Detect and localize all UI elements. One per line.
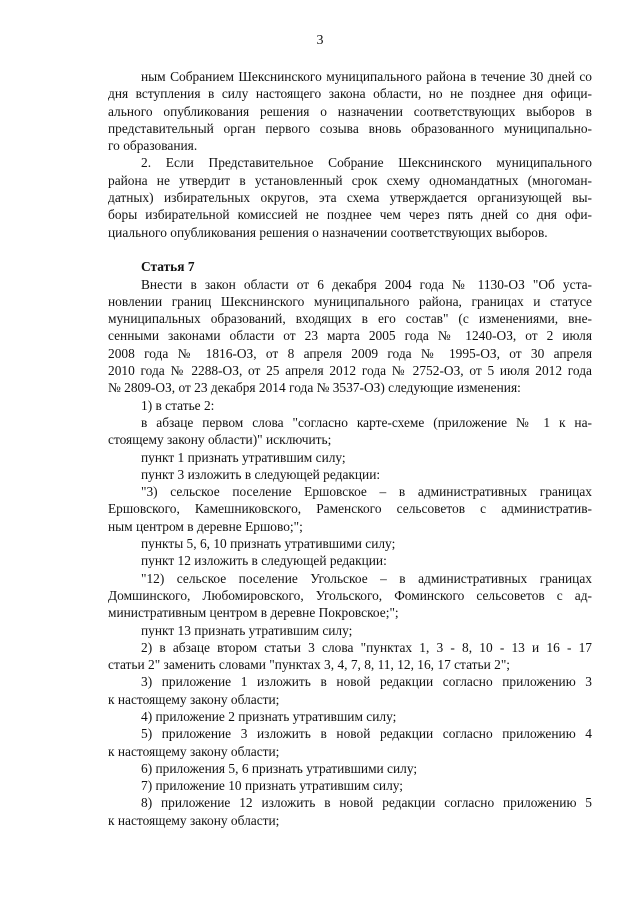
text-line: 2) в абзаце втором статьи 3 слова "пунктах 1, 3 - 8, 10 - 13 и 16 - 17 xyxy=(141,639,592,655)
document-body xyxy=(108,68,592,829)
text-line: Ершовского, Камешниковского, Раменского сельсоветов с административ- xyxy=(108,501,592,517)
paragraph xyxy=(108,673,592,708)
paragraph xyxy=(108,794,592,829)
text-line: к настоящему закону области; xyxy=(108,743,280,759)
text-line: стоящему закону области)" исключить; xyxy=(108,432,332,448)
text-line: боры избирательной комиссией не позднее чем через пять дней со дня офи- xyxy=(108,207,592,223)
text-line: датных) избирательных округов, эта схема утверждается организующей вы- xyxy=(108,190,592,206)
text-line: 2. Если Представительное Собрание Шекснинского муниципального xyxy=(141,155,592,171)
paragraph xyxy=(108,449,592,466)
text-line: к настоящему закону области; xyxy=(108,812,280,828)
text-line: 4) приложение 2 признать утратившим силу; xyxy=(141,708,397,724)
text-line: "12) сельское поселение Угольское – в административных границах xyxy=(141,570,592,586)
paragraph xyxy=(108,708,592,725)
paragraph xyxy=(108,760,592,777)
text-line: ным Собранием Шекснинского муниципального района в течение 30 дней со xyxy=(141,69,592,84)
text-line: 5) приложение 3 изложить в новой редакции согласно приложению 4 xyxy=(141,726,592,742)
paragraph xyxy=(108,552,592,569)
page-number: 3 xyxy=(316,33,324,48)
text-line: сенными законами области от 23 марта 2005 года № 1240-ОЗ, от 2 июля xyxy=(108,328,592,344)
text-line: в абзаце первом слова "согласно карте-схеме (приложение № 1 к на- xyxy=(141,414,592,430)
paragraph xyxy=(108,535,592,552)
paragraph-gap xyxy=(108,241,592,258)
text-line: Внести в закон области от 6 декабря 2004 года № 1130-ОЗ "Об уста- xyxy=(141,276,592,292)
text-line: 3) приложение 1 изложить в новой редакции согласно приложению 3 xyxy=(141,674,592,690)
text-line: пункты 5, 6, 10 признать утратившими силу; xyxy=(141,536,396,552)
paragraph xyxy=(108,777,592,794)
paragraph xyxy=(108,68,592,154)
text-line: циального опубликования решения о назначении соответствующих выборов. xyxy=(108,224,548,240)
text-line: пункт 1 признать утратившим силу; xyxy=(141,449,346,465)
paragraph xyxy=(108,639,592,674)
text-line: "3) сельское поселение Ершовское – в административных границах xyxy=(141,484,592,500)
text-line: Домшинского, Любомировского, Угольского, Фоминского сельсоветов с ад- xyxy=(108,587,592,603)
paragraph xyxy=(108,154,592,240)
text-line: го образования. xyxy=(108,138,198,154)
paragraph xyxy=(108,397,592,414)
text-line: пункт 12 изложить в следующей редакции: xyxy=(141,553,387,569)
paragraph xyxy=(108,483,592,535)
text-line: дня вступления в силу настоящего закона области, но не позднее дня офици- xyxy=(108,86,592,102)
text-line: 6) приложения 5, 6 признать утратившими силу; xyxy=(141,760,418,776)
text-line: ным центром в деревне Ершово;"; xyxy=(108,518,303,534)
article-heading: Статья 7 xyxy=(141,259,195,275)
text-line: муниципальных образований, входящих в его состав" (с изменениями, вне- xyxy=(108,311,592,327)
paragraph xyxy=(108,570,592,622)
text-line: пункт 13 признать утратившим силу; xyxy=(141,622,353,638)
text-line: новлении границ Шекснинского муниципального района, границах и статусе xyxy=(108,293,592,309)
text-line: ального опубликования решения о назначении соответствующих выборов в xyxy=(108,103,592,119)
text-line: 7) приложение 10 признать утратившим силу; xyxy=(141,778,404,794)
text-line: района не утвердит в установленный срок схему одномандатных (многоман- xyxy=(108,172,592,188)
paragraph xyxy=(108,414,592,449)
text-line: к настоящему закону области; xyxy=(108,691,280,707)
paragraph xyxy=(108,276,592,397)
text-line: 2008 года № 1816-ОЗ, от 8 апреля 2009 года № 1995-ОЗ, от 30 апреля xyxy=(108,345,592,361)
text-line: статьи 2" заменить словами "пунктах 3, 4, 7, 8, 11, 12, 16, 17 статьи 2"; xyxy=(108,657,511,673)
text-line: пункт 3 изложить в следующей редакции: xyxy=(141,466,381,482)
text-line: 2010 года № 2288-ОЗ, от 25 апреля 2012 года № 2752-ОЗ, от 5 июля 2012 года xyxy=(108,363,592,379)
paragraph xyxy=(108,725,592,760)
text-line: 1) в статье 2: xyxy=(141,397,215,413)
paragraph xyxy=(108,466,592,483)
text-line: министративным центром в деревне Покровское;"; xyxy=(108,605,399,621)
text-line: 8) приложение 12 изложить в новой редакции согласно приложению 5 xyxy=(141,795,592,811)
text-line: № 2809-ОЗ, от 23 декабря 2014 года № 3537-ОЗ) следующие изменения: xyxy=(108,380,521,396)
text-line: представительный орган первого созыва вновь образованного муниципально- xyxy=(108,120,592,136)
paragraph xyxy=(108,622,592,639)
